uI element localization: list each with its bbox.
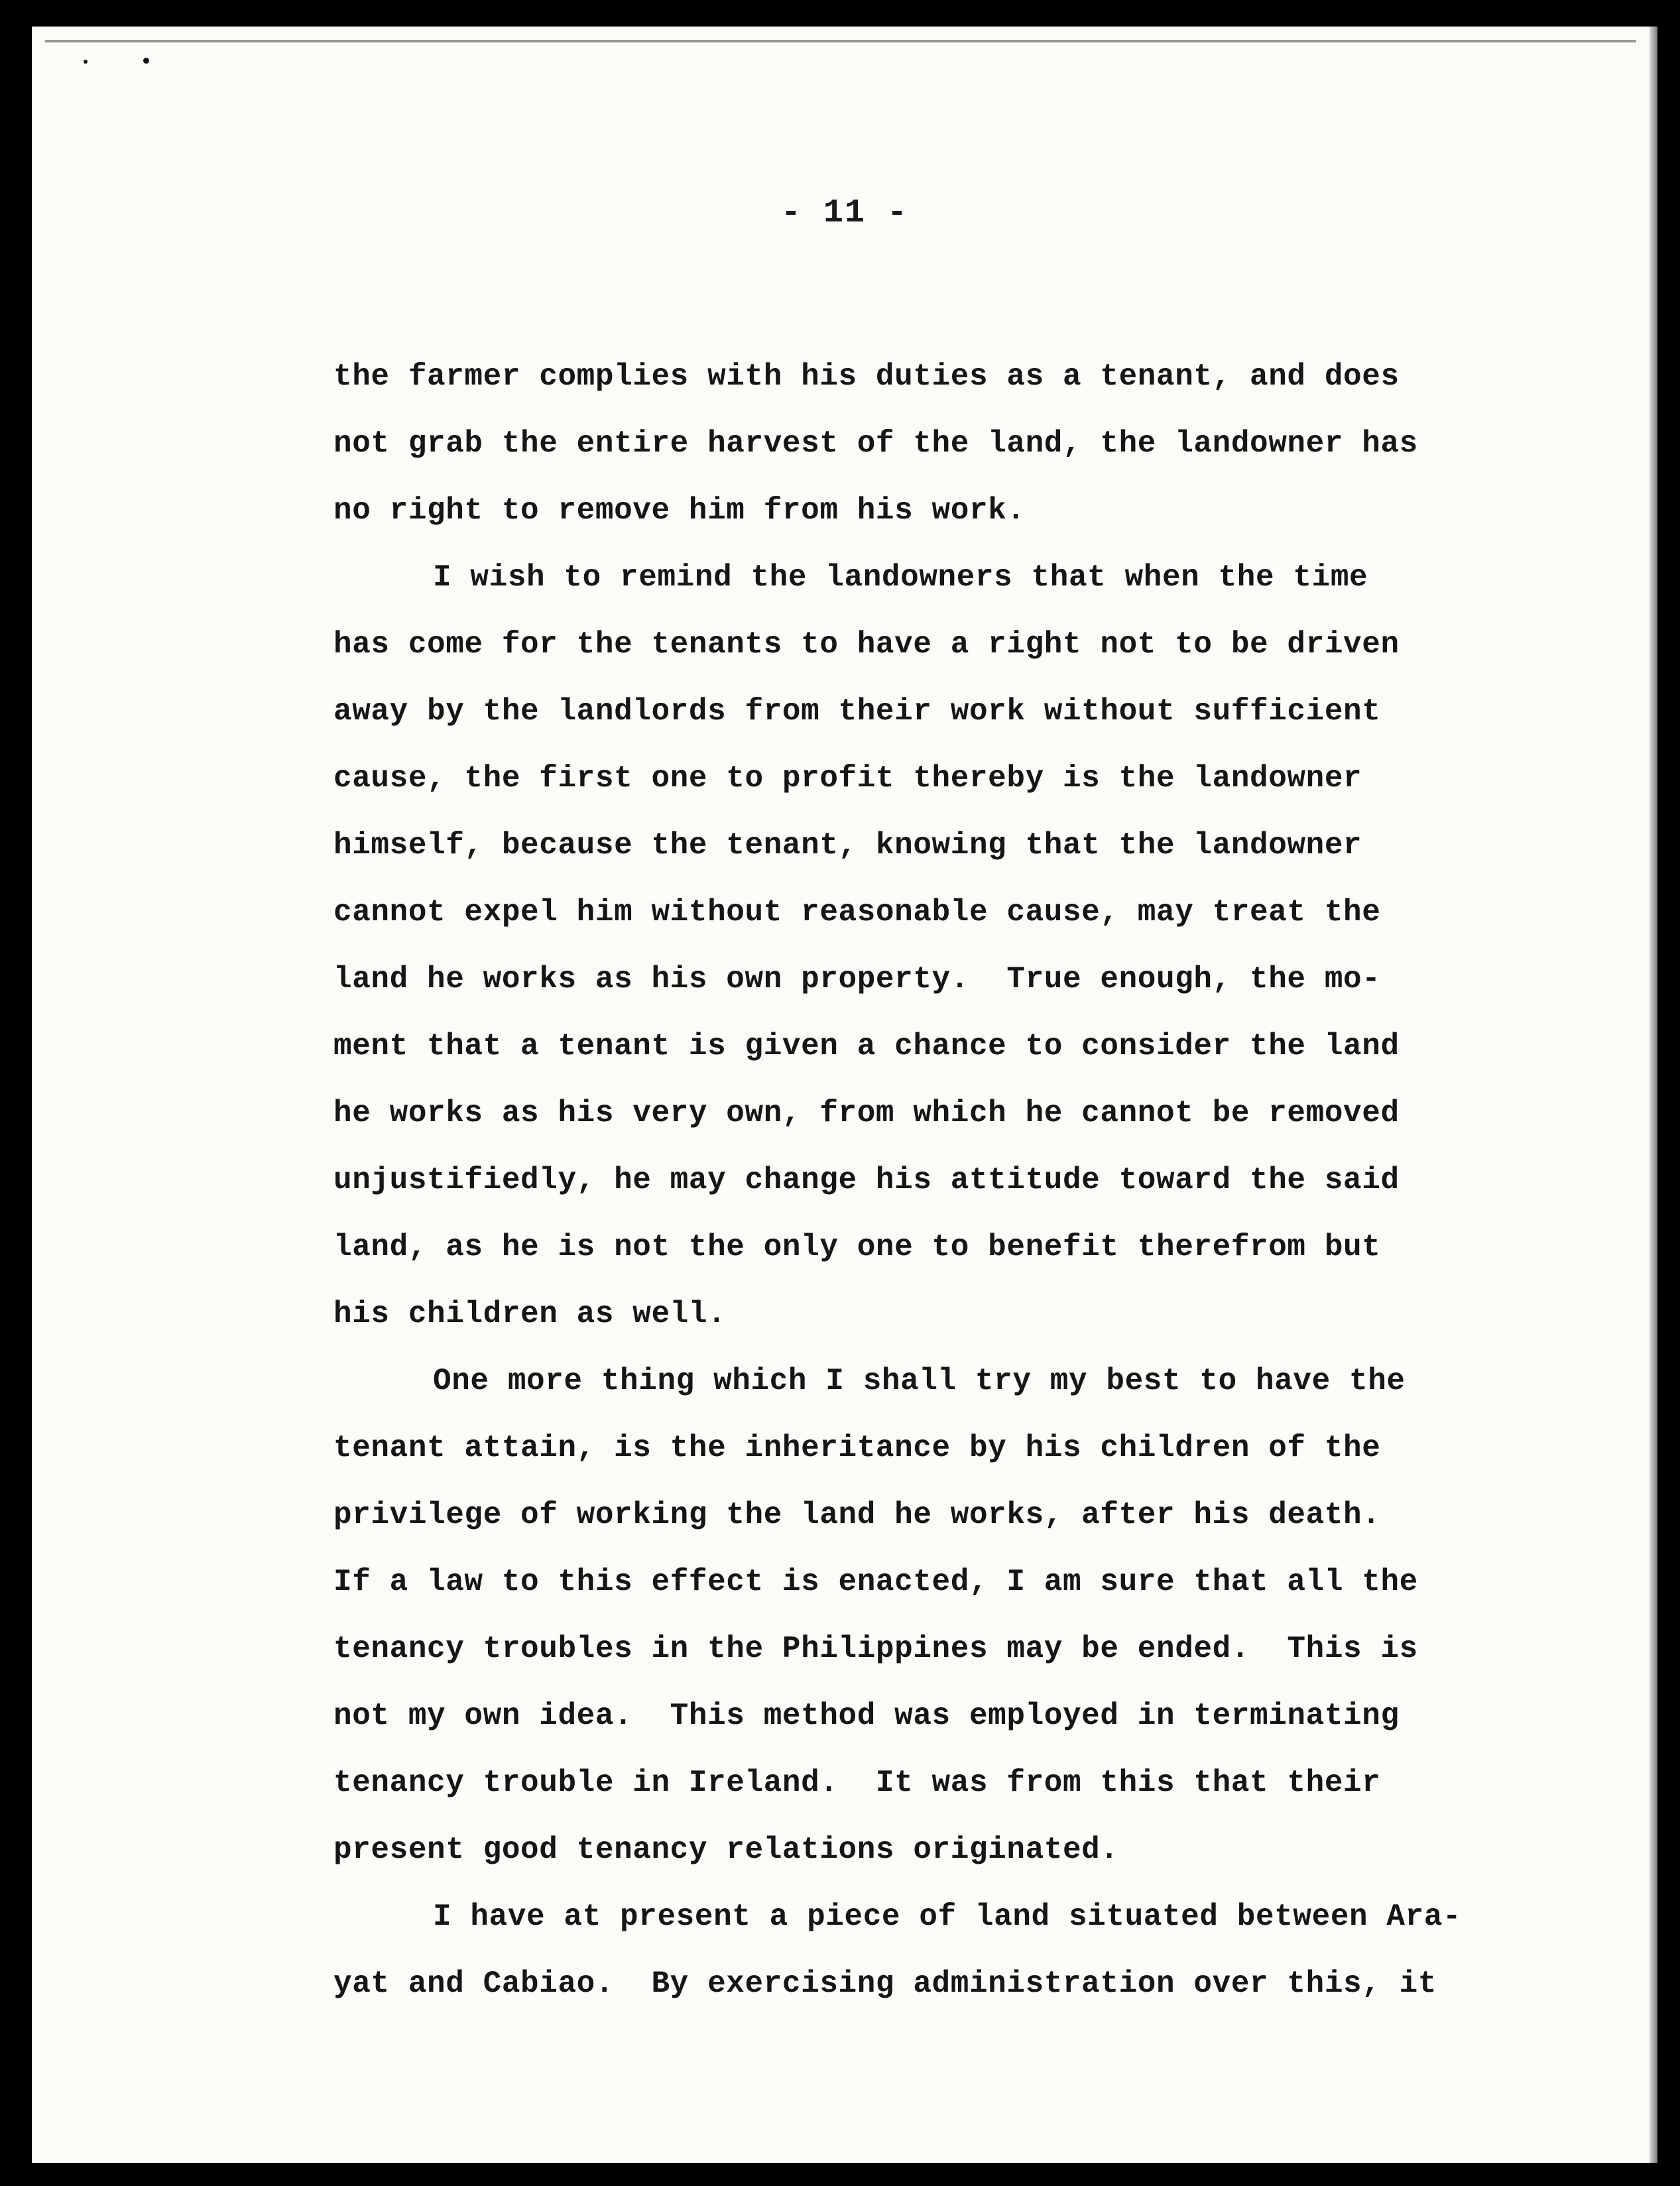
text-line: he works as his very own, from which he cannot be removed bbox=[333, 1096, 1400, 1130]
paragraph bbox=[333, 544, 1560, 1348]
text-line: land, as he is not the only one to benefit therefrom but bbox=[333, 1230, 1381, 1264]
paragraph bbox=[333, 343, 1560, 544]
text-line: not grab the entire harvest of the land, the landowner has bbox=[333, 426, 1418, 461]
text-line: not my own idea. This method was employed in terminating bbox=[333, 1699, 1400, 1733]
text-line: One more thing which I shall try my best to have the bbox=[433, 1364, 1406, 1398]
text-line: tenancy trouble in Ireland. It was from this that their bbox=[333, 1766, 1381, 1800]
text-line: If a law to this effect is enacted, I am sure that all the bbox=[333, 1565, 1418, 1599]
text-line: ment that a tenant is given a chance to consider the land bbox=[333, 1029, 1400, 1063]
top-edge-rule bbox=[45, 40, 1636, 42]
text-line: has come for the tenants to have a right not to be driven bbox=[333, 627, 1400, 662]
punch-mark bbox=[143, 58, 149, 64]
document-page bbox=[32, 27, 1657, 2163]
text-line: I have at present a piece of land situated between Ara- bbox=[433, 1900, 1462, 1934]
text-line: I wish to remind the landowners that when the time bbox=[433, 560, 1368, 595]
text-line: privilege of working the land he works, after his death. bbox=[333, 1498, 1381, 1532]
text-line: unjustifiedly, he may change his attitude toward the said bbox=[333, 1163, 1400, 1197]
text-line: present good tenancy relations originated. bbox=[333, 1833, 1119, 1867]
text-line: cannot expel him without reasonable cause, may treat the bbox=[333, 895, 1381, 930]
text-line: yat and Cabiao. By exercising administration over this, it bbox=[333, 1967, 1437, 2001]
page-number: - 11 - bbox=[780, 194, 909, 232]
text-line: his children as well. bbox=[333, 1297, 727, 1331]
text-line: away by the landlords from their work without sufficient bbox=[333, 694, 1381, 729]
punch-mark bbox=[84, 60, 88, 64]
text-line: tenant attain, is the inheritance by his children of the bbox=[333, 1431, 1381, 1465]
text-line: himself, because the tenant, knowing that the landowner bbox=[333, 828, 1362, 863]
paragraph bbox=[333, 1884, 1560, 2018]
text-line: the farmer complies with his duties as a tenant, and does bbox=[333, 359, 1400, 394]
text-line: no right to remove him from his work. bbox=[333, 493, 1026, 528]
paragraph bbox=[333, 1348, 1560, 1884]
text-line: tenancy troubles in the Philippines may be ended. This is bbox=[333, 1632, 1418, 1666]
text-line: cause, the first one to profit thereby is the landowner bbox=[333, 761, 1362, 796]
page-edge-shadow bbox=[1650, 27, 1657, 2163]
body-text bbox=[333, 343, 1560, 2018]
text-line: land he works as his own property. True enough, the mo- bbox=[333, 962, 1381, 997]
